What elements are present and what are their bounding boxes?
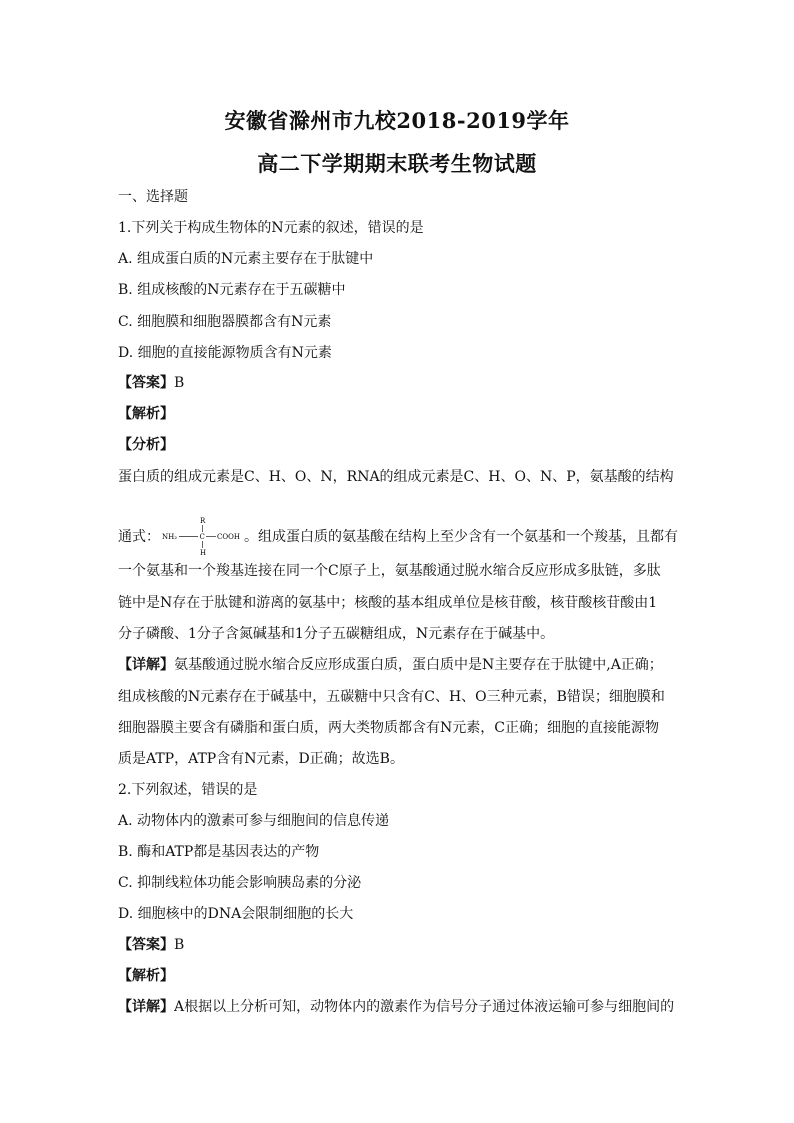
detail-label: 【详解】 [118, 657, 174, 673]
answer-label: 【答案】 [118, 375, 174, 391]
question-1-answer [118, 374, 678, 392]
question-2-detail-text: A根据以上分析可知，动物体内的激素作为信号分子通过体液运输可参与细胞间的 [174, 999, 675, 1015]
detail-line-3: 细胞器膜主要含有磷脂和蛋白质，两大类物质都含有N元素，C正确；细胞的直接能源物 [118, 720, 659, 736]
amino-acid-structure-formula [162, 514, 242, 560]
formula-c: C [199, 533, 205, 541]
analysis-line-2-suffix: 。组成蛋白质的氨基酸在结构上至少含有一个氨基和一个羧基，且都有 [244, 529, 678, 545]
answer-value: B [174, 937, 185, 953]
formula-cooh: COOH [217, 533, 240, 541]
question-1-option-b: B. 组成核酸的N元素存在于五碳糖中 [118, 282, 346, 298]
detail-line-1-text: 氨基酸通过脱水缩合反应形成蛋白质，蛋白质中是N主要存在于肽键中,A正确； [174, 657, 663, 673]
question-1-stem: 1.下列关于构成生物体的N元素的叙述，错误的是 [118, 220, 424, 236]
question-1-jiexi-label: 【解析】 [118, 406, 174, 422]
document-title-line1: 安徽省滁州市九校2018-2019学年 [224, 108, 570, 133]
question-2-option-c: C. 抑制线粒体功能会影响胰岛素的分泌 [118, 875, 362, 891]
question-1-option-c: C. 细胞膜和细胞器膜都含有N元素 [118, 314, 332, 330]
question-2-option-a: A. 动物体内的激素可参与细胞间的信息传递 [118, 813, 390, 829]
question-2-stem: 2.下列叙述，错误的是 [118, 782, 258, 798]
detail-line-4: 质是ATP，ATP含有N元素，D正确；故选B。 [118, 751, 404, 767]
analysis-line-5: 分子磷酸、1分子含氮碱基和1分子五碳糖组成，N元素存在于碱基中。 [118, 626, 555, 642]
question-2-option-b: B. 酶和ATP都是基因表达的产物 [118, 844, 320, 860]
question-2-option-d: D. 细胞核中的DNA会限制细胞的长大 [118, 906, 354, 922]
analysis-line-3: 一个氨基和一个羧基连接在同一个C原子上，氨基酸通过脱水缩合反应形成多肽链，多肽 [118, 563, 661, 579]
question-1-fenxi-label: 【分析】 [118, 437, 174, 453]
question-2-answer [118, 936, 678, 954]
answer-label: 【答案】 [118, 937, 174, 953]
section-heading: 一、选择题 [118, 189, 188, 205]
formula-r: R [200, 517, 206, 525]
analysis-line-1: 蛋白质的组成元素是C、H、O、N，RNA的组成元素是C、H、O、N、P，氨基酸的结构 [118, 469, 674, 485]
detail-label: 【详解】 [118, 999, 174, 1015]
analysis-line-4: 链中是N存在于肽键和游离的氨基中；核酸的基本组成单位是核苷酸，核苷酸核苷酸由1 [118, 595, 658, 611]
detail-line-2: 组成核酸的N元素存在于碱基中，五碳糖中只含有C、H、O三种元素，B错误；细胞膜和 [118, 689, 665, 705]
analysis-line-2-prefix: 通式： [118, 529, 160, 545]
analysis-line-2 [118, 514, 678, 560]
question-1-option-d: D. 细胞的直接能源物质含有N元素 [118, 345, 332, 361]
question-2-jiexi-label: 【解析】 [118, 968, 174, 984]
document-title-line2: 高二下学期期末联考生物试题 [257, 151, 537, 176]
formula-h: H [200, 549, 207, 557]
question-1-option-a: A. 组成蛋白质的N元素主要存在于肽键中 [118, 251, 374, 267]
answer-value: B [174, 375, 185, 391]
formula-nh2: NH₂ [162, 533, 178, 541]
detail-line-1 [118, 656, 678, 674]
question-2-detail-line-1 [118, 998, 678, 1016]
